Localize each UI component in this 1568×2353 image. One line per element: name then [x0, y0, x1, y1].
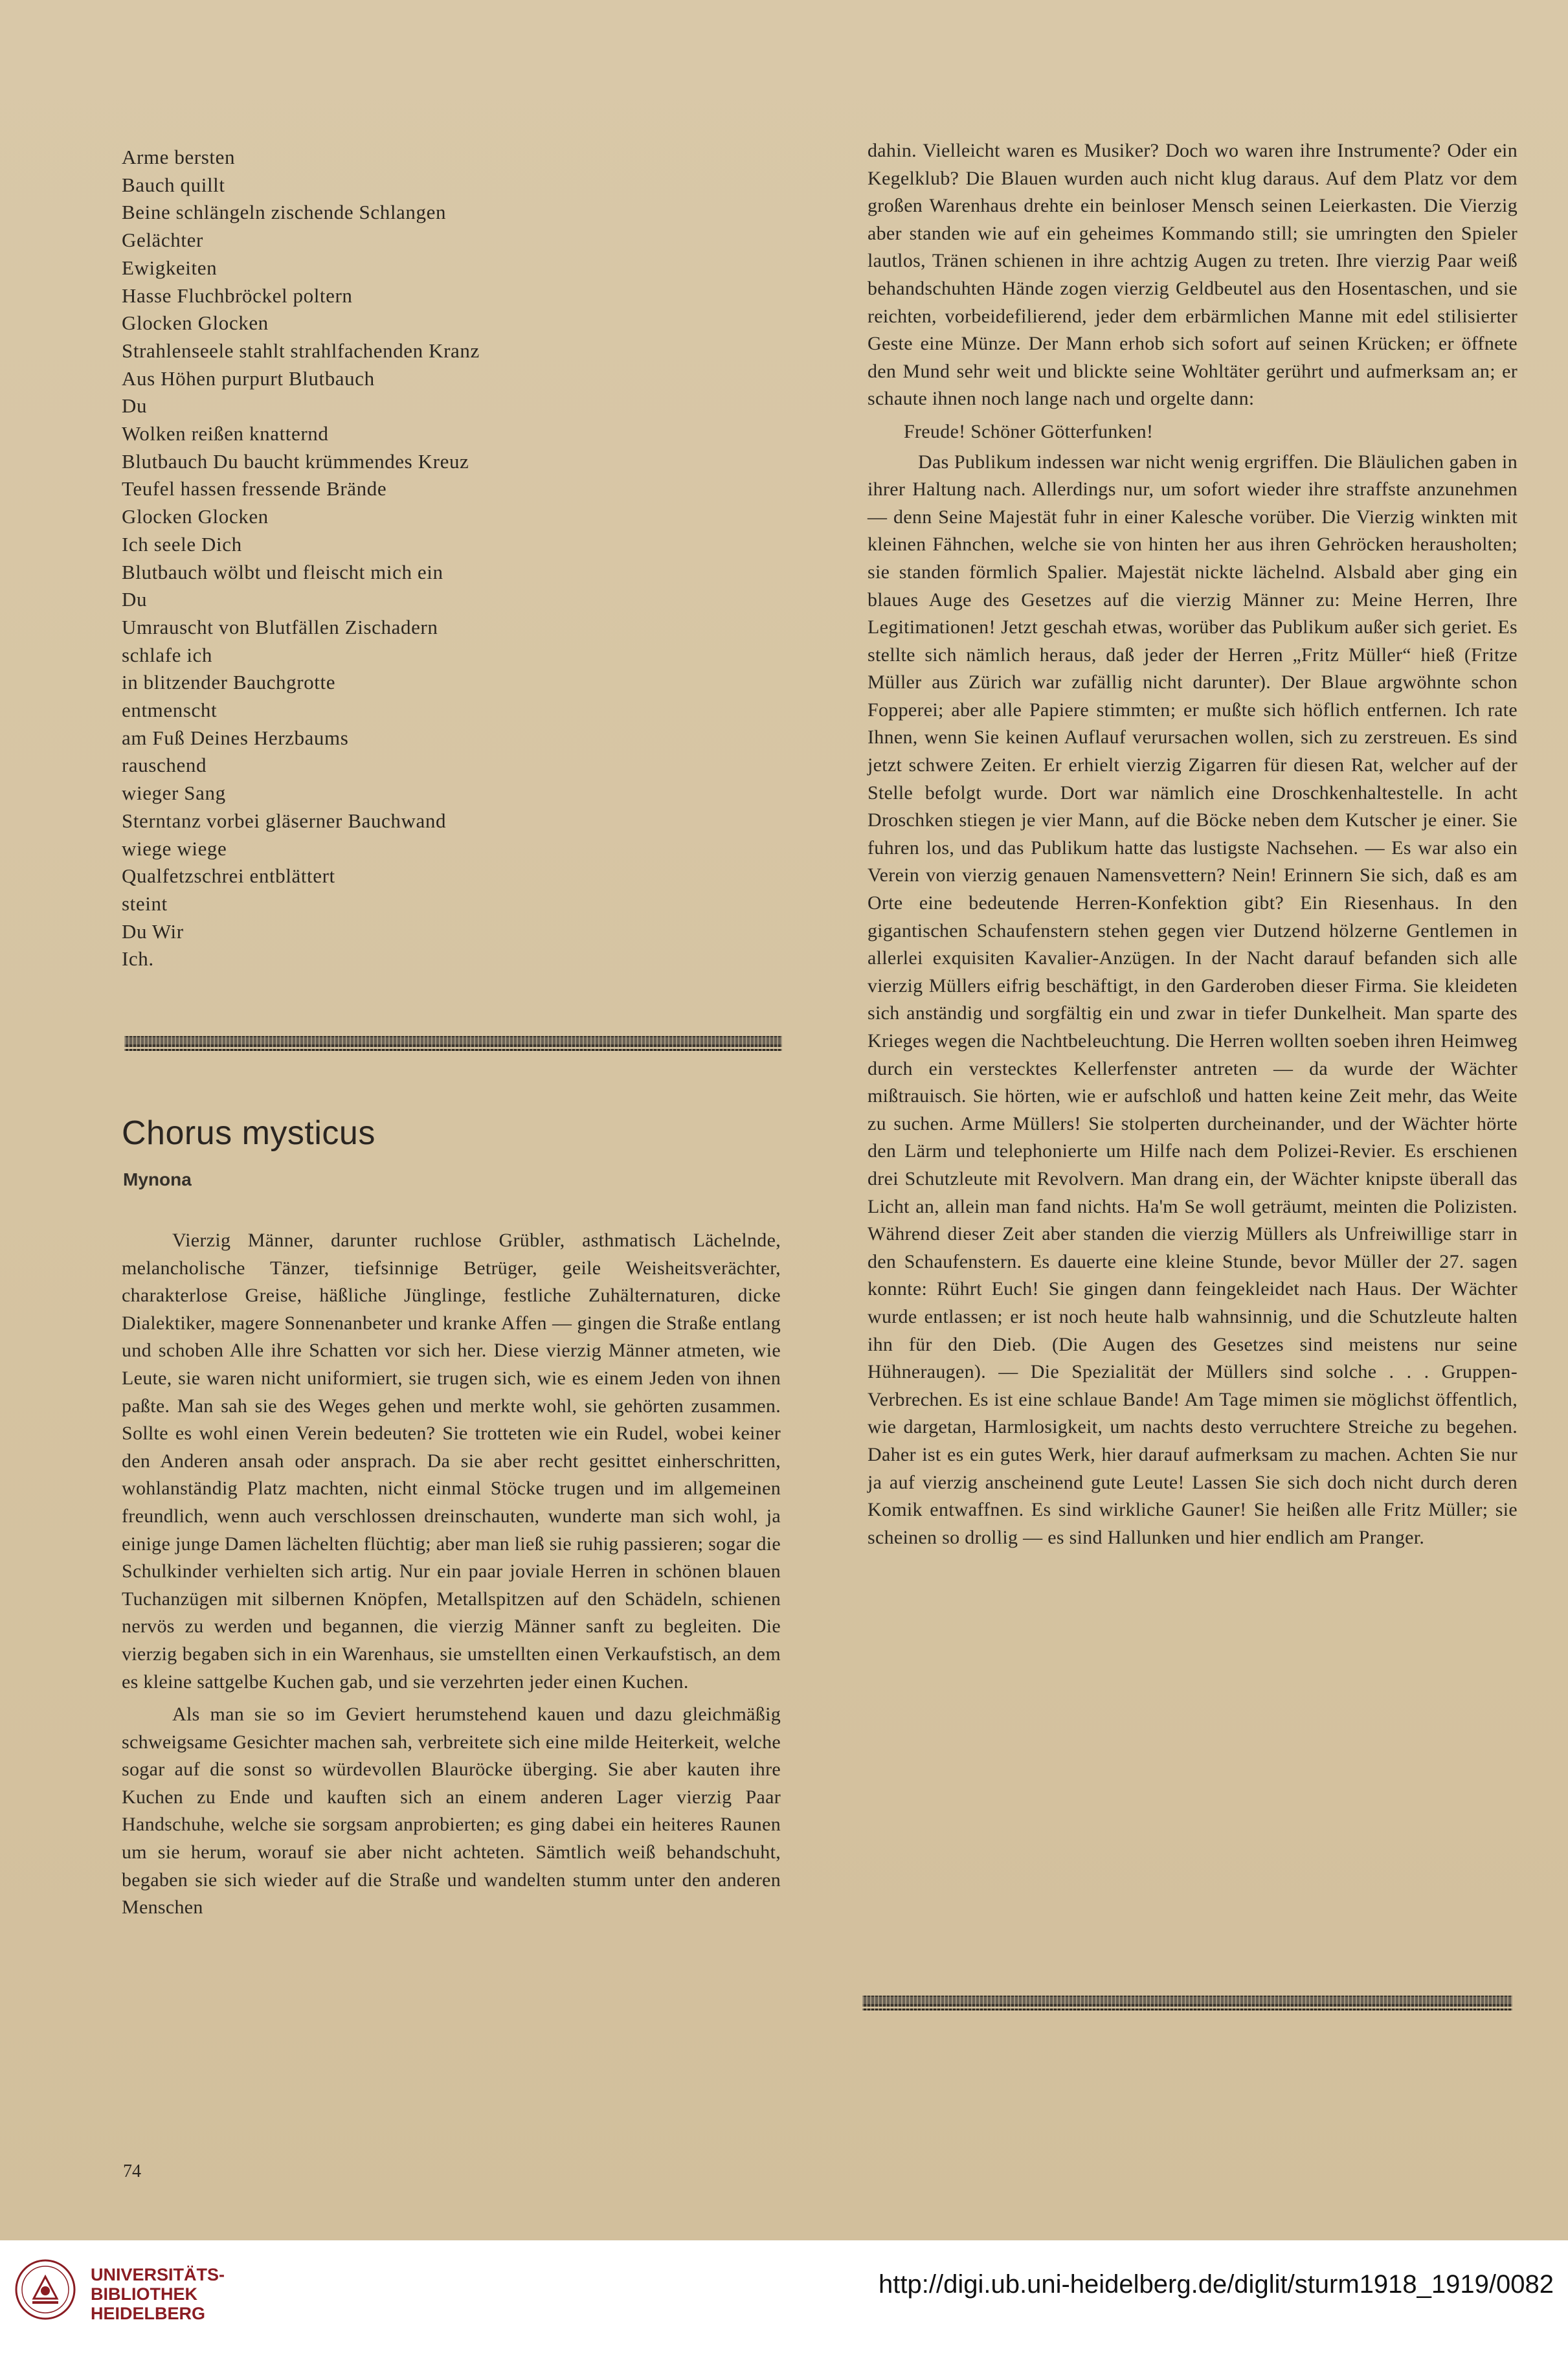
- poem-line: Blutbauch wölbt und fleischt mich ein: [122, 560, 443, 583]
- poem-line: wieger Sang: [122, 782, 226, 805]
- article-author: Mynona: [123, 1169, 192, 1189]
- poem-line: entmenscht: [122, 699, 218, 722]
- university-seal-icon: [14, 2258, 76, 2321]
- decorative-rule-right: [862, 1996, 1512, 2012]
- page-number: 74: [123, 2161, 141, 2181]
- poem-line: Aus Höhen purpurt Blutbauch: [122, 366, 375, 390]
- poem-line: Teufel hassen fressende Brände: [122, 477, 387, 501]
- institution-line: BIBLIOTHEK: [91, 2284, 197, 2304]
- institution-line: UNIVERSITÄTS-: [91, 2265, 225, 2284]
- poem-line: Glocken Glocken: [122, 311, 269, 335]
- poem-line: Arme bersten: [122, 146, 236, 168]
- poem-line: Du Wir: [122, 919, 184, 943]
- poem-line: steint: [122, 892, 168, 915]
- institution-line: HEIDELBERG: [91, 2304, 206, 2323]
- poem-line: rauschend: [122, 754, 207, 777]
- poem-line: Qualfetzschrei entblättert: [122, 864, 335, 888]
- paragraph: Das Publikum indessen war nicht wenig ergriffen. Die Bläulichen gaben in ihrer Haltung nach. Allerdings nur, um sofort wieder ihre straffste anzunehmen — denn Seine Majestät fuhr in einer Kalesche vorüber. Die Vierzig winkten mit kleinen Fähnchen, welche sie von hinten her aus ihren Gehröcken herausholten; sie standen förmlich Spalier. Majestät nickte lächelnd. Alsbald aber ging ein blaues Auge des Gesetzes auf die vierzig Männer zu: Meine Herren, Ihre Legitimationen! Jetzt geschah etwas, worüber das Publikum außer sich geriet. Es stellte sich nämlich heraus, daß jeder der Herren „Fritz Müller“ hieß (Fritze Müller aus Zürich war zufällig nicht darunter). Der Blaue argwöhnte schon Fopperei; aber alle Papiere stimmten; er mußte sich höflich entfernen. Ich rate Ihnen, wenn Sie keinen Auflauf verursachen wollen, sich zu zerstreuen. Es sind jetzt schwere Zeiten. Er erhielt vierzig Zigarren für diesen Rat, welcher auf der Stelle befolgt wurde. Dort war nämlich eine Droschkenhaltestelle. In acht Droschken stiegen je vier Mann, auf die Böcke neben dem Kutscher je einer. Sie fuhren los, und das Publikum hatte das lustigste Nachsehen. — Es war also ein Verein von vierzig genauen Namensvettern? Nein! Erinnern Sie sich, daß es am Orte eine bedeutende Herren-Konfektion gibt? Ein Riesenhaus. In den gigantischen Schaufenstern stehen gegen vier Dutzend hölzerne Gentlemen in allerlei exquisiten Kavalier-Anzügen. In der Nacht darauf befanden sich alle vierzig Müllers eifrig beschäftigt, in den Garderoben dieser Firma. Sie kleideten sich anständig und sorgfältig ein und zwar in tiefer Dunkelheit. Man sparte des Krieges wegen die Nachtbeleuchtung. Die Herren wollten soeben ihren Heimweg durch ein verstecktes Kellerfenster antreten — da wurde der Wächter mißtrauisch. Sie hörten, wie er aufschloß und hatten keine Zeit mehr, das Weite zu suchen. Arme Müllers! Sie stolperten durcheinander, und der Wächter hörte den Lärm und telephonierte um Hilfe nach dem Polizei-Revier. Es erschienen drei Schutzleute mit Revolvern. Man drang ein, der Wächter knipste überall das Licht an, allein man fand nichts. Ha'm Se woll geträumt, meinten die Polizisten. Während dieser Zeit aber standen die vierzig Müllers als Unfreiwillige starr in den Schaufenstern. Es dauerte eine kleine Stunde, bevor Müller der 27. sagen konnte: Rührt Euch! Sie gingen dann feingekleidet nach Haus. Der Wächter wurde entlassen; er ist noch heute halb wahnsinnig, und die Schutzleute halten ihn für den Dieb. (Die Augen des Gesetzes sind meistens nur seine Hühneraugen). — Die Spezialität der Müllers sind solche . . . Gruppen-Verbrechen. Es ist eine schlaue Bande! Am Tage mimen sie möglichst öffentlich, wie dargetan, Harmlosigkeit, um nachts desto verruchtere Streiche zu begehen. Daher ist es ein gutes Werk, hier darauf aufmerksam zu machen. Achten Sie nur ja auf vierzig anscheinend gute Leute! Lassen Sie sich doch nicht durch deren Komik entwaffnen. Es sind wirkliche Gauner! Sie heißen alle Fritz Müller; sie scheinen so drollig — es sind Hallunken und hier endlich am Pranger.: [868, 451, 1518, 1548]
- poem-line: wiege wiege: [122, 837, 227, 860]
- poem-line: Bauch quillt: [122, 173, 225, 196]
- paragraph: Als man sie so im Geviert herumstehend kauen und dazu gleichmäßig schweigsame Gesichter machen sah, verbreitete sich eine milde Heiterkeit, welche sogar auf die sonst so würdevollen Blauröcke überging. Sie aber kauten ihre Kuchen zu Ende und kauften sich an einem anderen Lager vierzig Paar Handschuhe, welche sie sorgsam anprobierten; es ging dabei ein heiteres Raunen um sie herum, worauf sie aber nicht achteten. Sämtlich weiß behandschuht, begaben sie sich wieder auf die Straße und wandelten stumm unter den anderen Menschen: [122, 1704, 781, 1919]
- poem-line: Strahlenseele stahlt strahlfachenden Kranz: [122, 339, 480, 362]
- poem-line: Ich.: [122, 947, 154, 971]
- poem-line: Ich seele Dich: [122, 532, 242, 556]
- poem-line: Glocken Glocken: [122, 505, 269, 528]
- decorative-rule-left: [124, 1036, 782, 1053]
- poem-line: Ewigkeiten: [122, 256, 218, 279]
- poem-line: Sterntanz vorbei gläserner Bauchwand: [122, 809, 447, 832]
- institution-name: [91, 2265, 225, 2323]
- poem-line: Gelächter: [122, 229, 203, 252]
- poem-line: schlafe ich: [122, 643, 212, 666]
- poem-line: in blitzender Bauchgrotte: [122, 671, 336, 694]
- article-title: Chorus mysticus: [122, 1114, 375, 1152]
- poem-line: am Fuß Deines Herzbaums: [122, 726, 349, 749]
- poem-line: Beine schlängeln zischende Schlangen: [122, 201, 447, 224]
- article-column-right: [868, 137, 1518, 1551]
- source-url[interactable]: http://digi.ub.uni-heidelberg.de/diglit/sturm1918_1919/0082: [879, 2270, 1554, 2299]
- poem-line: Hasse Fluchbröckel poltern: [122, 284, 353, 307]
- article-column-left: [122, 1227, 781, 1922]
- poem-line: Blutbauch Du baucht krümmendes Kreuz: [122, 449, 469, 473]
- poem: [122, 144, 737, 973]
- footer-bar: [0, 2240, 1568, 2353]
- poem-line: Du: [122, 588, 148, 611]
- paragraph: Vierzig Männer, darunter ruchlose Grübler, asthmatisch Lächelnde, melancholische Tänzer, tiefsinnige Betrüger, geile Weisheitsverächter, charakterlose Greise, häßliche Jünglinge, festliche Zuhälternaturen, dicke Dialektiker, magere Sonnenanbeter und kranke Affen — gingen die Straße entlang und schoben Alle ihre Schatten vor sich her. Diese vierzig Männer atmeten, wie Leute, sie waren nicht uniformiert, sie trugen sich, wie es einem Jeden von ihnen paßte. Man sah sie des Weges gehen und merkte wohl, sie gehörten zusammen. Sollte es wohl einen Verein bedeuten? Sie trotteten wie ein Rudel, wobei keiner den Anderen ansah oder ansprach. Da sie aber recht gesittet einherschritten, wohlanständig Platz machten, nicht einmal Stöcke trugen und im allgemeinen freundlich, wenn auch verschlossen dreinschauten, wunderte man sich wohl, ja einige junge Damen lächelten flüchtig; aber man ließ sie ruhig passieren; sogar die Schulkinder verhielten sich artig. Nur ein paar joviale Herren in schönen blauen Tuchanzügen mit silbernen Knöpfen, Metallspitzen auf den Schädeln, schienen nervös zu werden und begannen, die vierzig Männer sanft zu begleiten. Die vierzig begaben sich in ein Warenhaus, sie umstellten einen Verkaufstisch, an dem es kleine sattgelbe Kuchen gab, und sie verzehrten jeder einen Kuchen.: [122, 1230, 781, 1693]
- poem-line: Wolken reißen knatternd: [122, 422, 329, 445]
- paragraph: dahin. Vielleicht waren es Musiker? Doch wo waren ihre Instrumente? Oder ein Kegelklub? Die Blauen wurden auch nicht klug daraus. Auf dem Platz vor dem großen Warenhaus drehte ein beinloser Mensch seinen Leierkasten. Die Vierzig aber standen wie auf ein geheimes Kommando still; sie umringten den Spieler lautlos, Tränen schienen in ihre achtzig Augen zu treten. Ihre vierzig Paar weiß behandschuhten Hände zogen vierzig Geldbeutel aus den Hosentaschen, und sie reichten, vorbeidefilierend, jeder dem erbärmlichen Manne mit edel stilisierter Geste eine Münze. Der Mann erhob sich sofort auf seinen Krücken; er öffnete den Mund sehr weit und blickte seine Wohltäter gerührt und aufmerksam an; er schaute ihnen noch lange nach und orgelte dann:: [868, 140, 1518, 410]
- poem-line: Umrauscht von Blutfällen Zischadern: [122, 615, 438, 638]
- poem-line: Du: [122, 394, 148, 418]
- quote-line: Freude! Schöner Götterfunken!: [904, 420, 1154, 442]
